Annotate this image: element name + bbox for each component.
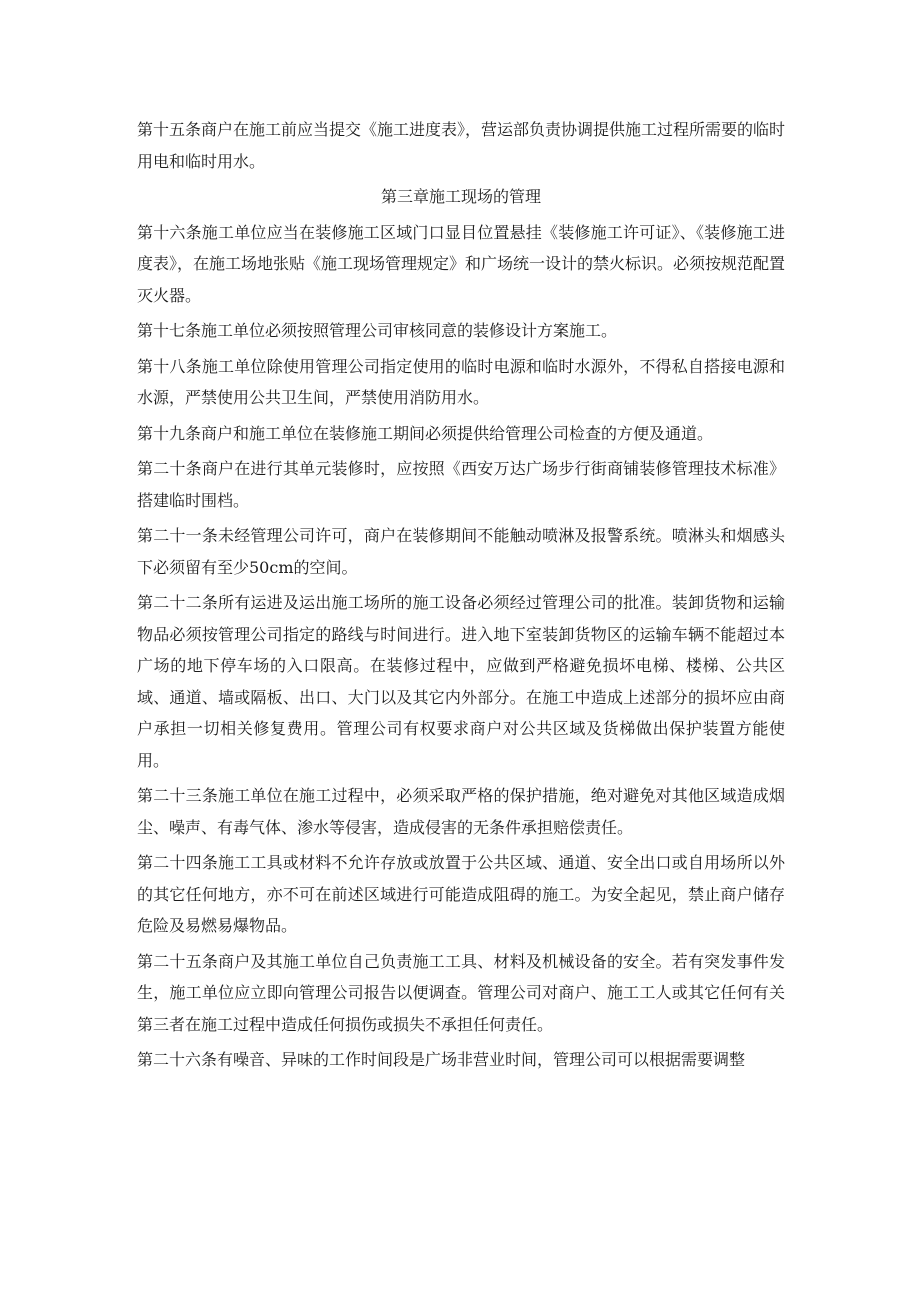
article-26: 第二十六条有噪音、异味的工作时间段是广场非营业时间，管理公司可以根据需要调整	[137, 1050, 746, 1069]
article-20: 第二十条商户在进行其单元装修时，应按照《西安万达广场步行街商铺装修管理技术标准》搭建临时围档。	[137, 459, 785, 510]
article-15: 第十五条商户在施工前应当提交《施工进度表》，营运部负责协调提供施工过程所需要的临时用电和临时用水。	[137, 120, 786, 171]
document-body	[137, 114, 785, 1080]
article-16: 第十六条施工单位应当在装修施工区域门口显目位置悬挂《装修施工许可证》、《装修施工进度表》，在施工场地张贴《施工现场管理规定》和广场统一设计的禁火标识。必须按规范配置灭火器。	[137, 222, 786, 305]
article-25: 第二十五条商户及其施工单位自己负责施工工具、材料及机械设备的安全。若有突发事件发生，施工单位应立即向管理公司报告以便调查。管理公司对商户、施工工人或其它任何有关第三者在施工过程中造成任何损伤或损失不承担任何责任。	[137, 951, 785, 1034]
chapter-3-heading: 第三章施工现场的管理	[380, 187, 541, 206]
article-19: 第十九条商户和施工单位在装修施工期间必须提供给管理公司检查的方便及通道。	[137, 423, 714, 443]
article-22: 第二十二条所有运进及运出施工场所的施工设备必须经过管理公司的批准。装卸货物和运输物品必须按管理公司指定的路线与时间进行。进入地下室装卸货物区的运输车辆不能超过本广场的地下停车场的入口限高。在装修过程中，应做到严格避免损坏电梯、楼梯、公共区域、通道、墙或隔板、出口、大门以及其它内外部分。在施工中造成上述部分的损坏应由商户承担一切相关修复费用。管理公司有权要求商户对公共区域及货梯做出保护装置方能使用。	[137, 593, 785, 770]
article-17: 第十七条施工单位必须按照管理公司审核同意的装修设计方案施工。	[137, 321, 618, 340]
article-23: 第二十三条施工单位在施工过程中，必须采取严格的保护措施，绝对避免对其他区域造成烟尘、噪声、有毒气体、渗水等侵害，造成侵害的无条件承担赔偿责任。	[137, 786, 785, 837]
article-21: 第二十一条未经管理公司许可，商户在装修期间不能触动喷淋及报警系统。喷淋头和烟感头下必须留有至少50cm的空间。	[137, 526, 785, 577]
article-18: 第十八条施工单位除使用管理公司指定使用的临时电源和临时水源外，不得私自搭接电源和水源，严禁使用公共卫生间，严禁使用消防用水。	[137, 356, 785, 407]
article-24: 第二十四条施工工具或材料不允许存放或放置于公共区域、通道、安全出口或自用场所以外的其它任何地方，亦不可在前述区域进行可能造成阻碍的施工。为安全起见，禁止商户储存危险及易燃易爆物品。	[137, 853, 785, 935]
